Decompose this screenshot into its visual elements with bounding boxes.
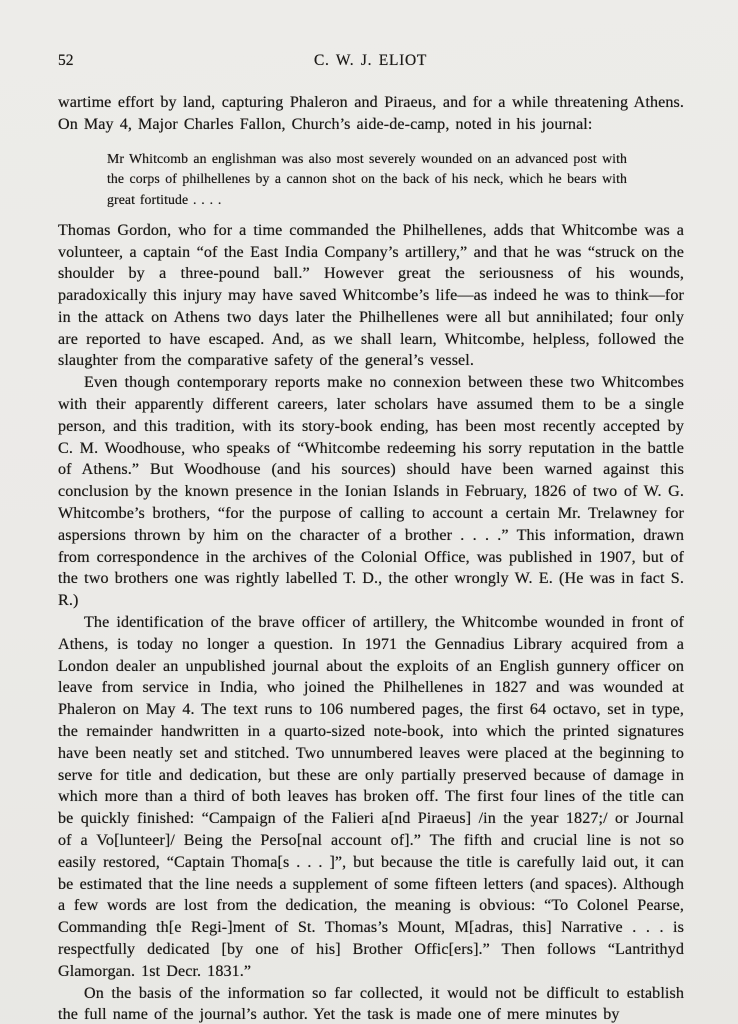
paragraph: Even though contemporary reports make no connexion between these two Whitcombes with their apparently different careers, later scholars have assumed them to be a single person, and this tradition, with its story-book ending, has been most recently accepted by C. M. Woodhouse, who speaks of “Whitcombe redeeming his sorry reputation in the battle of Athens.” But Woodhouse (and his sources) should have been warned against this conclusion by the known presence in the Ionian Islands in February, 1826 of two of W. G. Whitcombe’s brothers, “for the purpose of calling to account a certain Mr. Trelawney for aspersions thrown by him on the character of a brother . . . .” This information, drawn from correspondence in the archives of the Colonial Office, was published in 1907, but of the two brothers one was rightly labelled T. D., the other wrongly W. E. (He was in fact S. R.) xyxy=(58,374,684,610)
paragraph: Thomas Gordon, who for a time commanded the Philhellenes, adds that Whitcombe was a volunteer, a captain “of the East India Company’s artillery,” and that he was “struck on the shoulder by a three-pound ball.” However great the seriousness of his wounds, paradoxically this injury may have saved Whitcombe’s life—as indeed he was to think—for in the attack on Athens two days later the Philhellenes were all but annihilated; four only are reported to have escaped. And, as we shall learn, Whitcombe, helpless, followed the slaughter from the comparative safety of the general’s vessel. xyxy=(58,221,684,370)
page-body xyxy=(58,92,684,1024)
block-quote: Mr Whitcomb an englishman was also most severely wounded on an advanced post with the corps of philhellenes by a cannon shot on the back of his neck, which he bears with great fortitude . . . . xyxy=(107,150,627,207)
page-number: 52 xyxy=(58,52,74,69)
paragraph-continuation: wartime effort by land, capturing Phaleron and Piraeus, and for a while threatening Athens. On May 4, Major Charles Fallon, Church’s aide-de-camp, noted in his journal: xyxy=(58,94,684,133)
paragraph: The identification of the brave officer of artillery, the Whitcombe wounded in front of Athens, is today no longer a question. In 1971 the Gennadius Library acquired from a London dealer an unpublished journal about the exploits of an English gunnery officer on leave from service in India, who joined the Philhellenes in 1827 and was wounded at Phaleron on May 4. The text runs to 106 numbered pages, the first 64 octavo, set in type, the remainder handwritten in a quarto-sized note-book, into which the printed signatures have been neatly set and stitched. Two unnumbered leaves were placed at the beginning to serve for title and dedication, but these are only partially preserved because of damage in which more than a third of both leaves has broken off. The first four lines of the title can be quickly finished: “Campaign of the Falieri a[nd Piraeus] /in the year 1827;/ or Journal of a Vo[lunteer]/ Being the Perso[nal account of].” The fifth and crucial line is not so easily restored, “Captain Thoma[s . . . ]”, but because the title is carefully laid out, it can be estimated that the line needs a supplement of some fifteen letters (and spaces). Although a few words are lost from the dedication, the meaning is obvious: “To Colonel Pearse, Commanding th[e Regi-]ment of St. Thomas’s Mount, M[adras, this] Narrative . . . is respectfully dedicated [by one of his] Brother Offic[ers].” Then follows “Lantrithyd Glamorgan. 1st Decr. 1831.” xyxy=(58,614,684,980)
running-title: C. W. J. ELIOT xyxy=(313,52,428,69)
paragraph: On the basis of the information so far collected, it would not be difficult to establish the full name of the journal’s author. Yet the task is made one of mere minutes by xyxy=(58,984,684,1024)
page-header xyxy=(58,52,683,72)
